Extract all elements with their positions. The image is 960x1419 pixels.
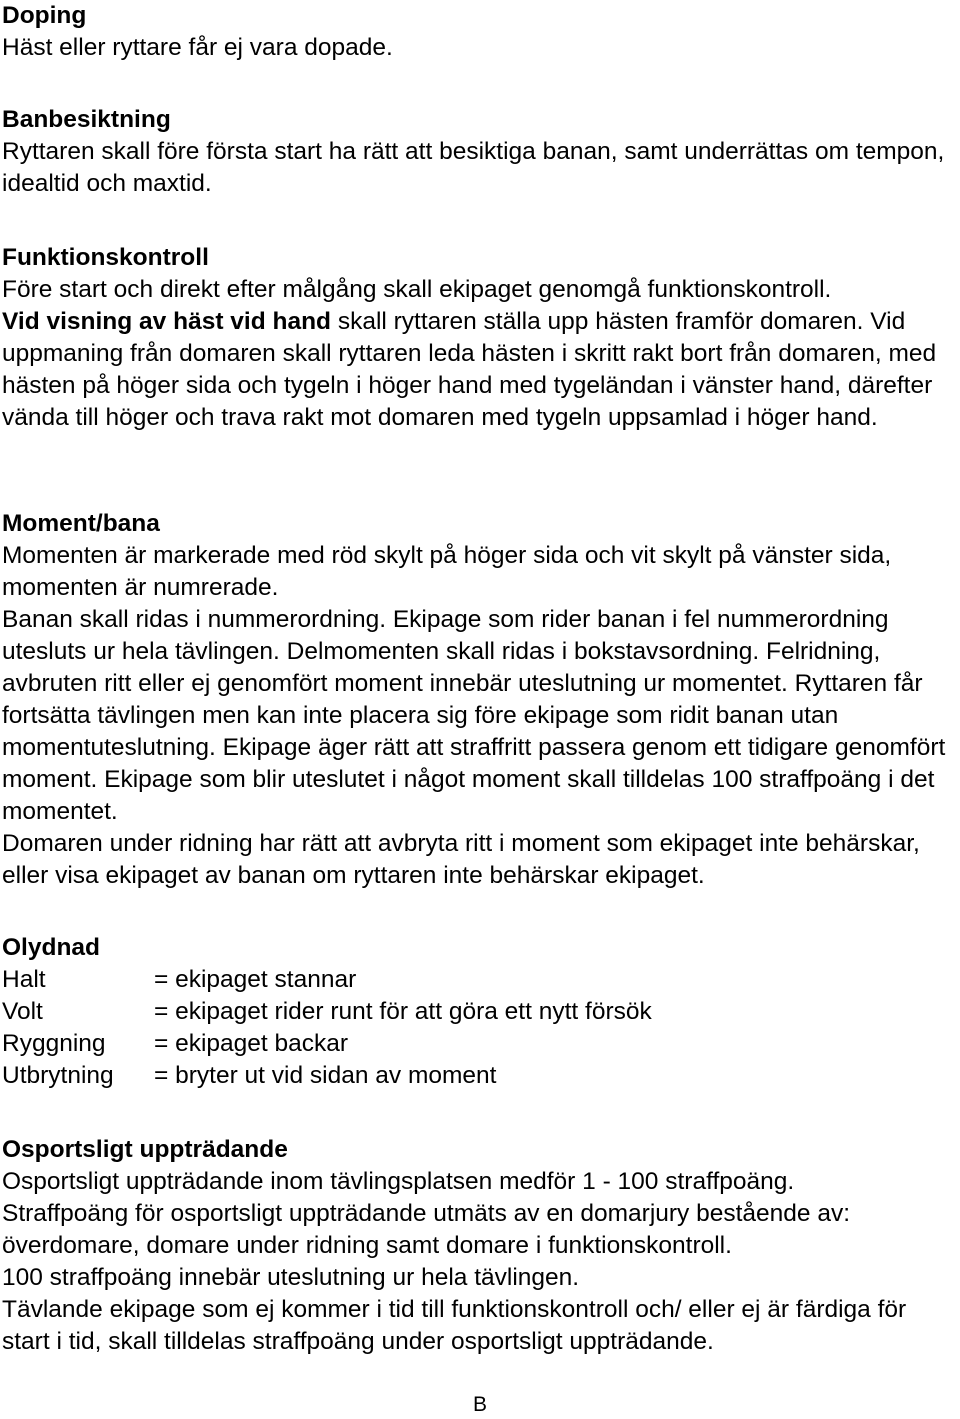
section-heading: Funktionskontroll [2,244,209,271]
section-paragraph: Banan skall ridas i nummerordning. Ekipage som rider banan i fel nummerordning utesluts ur hela tävlingen. Delmomenten skall ridas i bokstavsordning. Felridning, avbruten ritt eller ej genomfört moment innebär uteslutning ur momentet. Ryttaren får fortsätta tävlingen men kan inte placera sig före ekipage som ridit banan utan momentuteslutning. Ekipage äger rätt att straffritt passera genom ett tidigare genomfört moment. Ekipage som blir uteslutet i något moment skall tilldelas 100 straffpoäng i det momentet. [2,606,946,825]
section-heading: Doping [2,2,87,29]
section-heading: Osportsligt uppträdande [2,1136,288,1163]
bold-phrase: Vid visning av häst vid hand [2,308,332,335]
term: Halt [2,966,46,993]
section-text: Häst eller ryttare får ej vara dopade. [2,34,393,61]
section-paragraph: Straffpoäng för osportsligt uppträdande utmäts av en domarjury bestående av: överdomare, domare under ridning samt domare i funktionskontroll. [2,1200,851,1259]
section-paragraph: Tävlande ekipage som ej kommer i tid till funktionskontroll och/ eller ej är färdiga för start i tid, skall tilldelas straffpoäng under osportsligt uppträdande. [2,1296,907,1355]
term: Volt [2,998,43,1025]
section-text: Ryttaren skall före första start ha rätt att besiktiga banan, samt underrättas om tempon, idealtid och maxtid. [2,138,945,197]
term: Utbrytning [2,1062,114,1089]
section-doping [2,0,960,64]
definition-list [2,964,960,1092]
section-osportsligt [2,1134,960,1358]
section-funktionskontroll [2,242,960,434]
page-footer-mark: B [472,1393,487,1416]
section-heading: Olydnad [2,934,101,961]
section-olydnad [2,932,960,1092]
section-heading: Moment/bana [2,510,160,537]
section-paragraph: 100 straffpoäng innebär uteslutning ur hela tävlingen. [2,1264,580,1291]
section-paragraph: Domaren under ridning har rätt att avbryta ritt i moment som ekipaget inte behärskar, eller visa ekipaget av banan om ryttaren inte behärskar ekipaget. [2,830,920,889]
section-heading: Banbesiktning [2,106,171,133]
definition: = ekipaget rider runt för att göra ett nytt försök [154,998,652,1025]
continued-text: skall ryttaren ställa upp hästen framför domaren. Vid uppmaning från domaren skall ryttaren leda hästen i skritt rakt bort från domaren, med hästen på höger sida och tygeln i höger hand med tygeländan i vänster hand, därefter vända till höger och trava rakt mot domaren med tygeln uppsamlad i höger hand. [2,308,937,431]
section-banbesiktning [2,104,960,200]
section-moment-bana [2,508,960,892]
section-paragraph: Osportsligt uppträdande inom tävlingsplatsen medför 1 - 100 straffpoäng. [2,1168,795,1195]
section-paragraph: Momenten är markerade med röd skylt på höger sida och vit skylt på vänster sida, momenten är numrerade. [2,542,892,601]
section-text: Före start och direkt efter målgång skall ekipaget genomgå funktionskontroll. [2,276,832,303]
definition: = bryter ut vid sidan av moment [154,1062,497,1089]
definition: = ekipaget stannar [154,966,357,993]
section-text-rich [2,306,960,434]
term: Ryggning [2,1030,106,1057]
definition: = ekipaget backar [154,1030,349,1057]
